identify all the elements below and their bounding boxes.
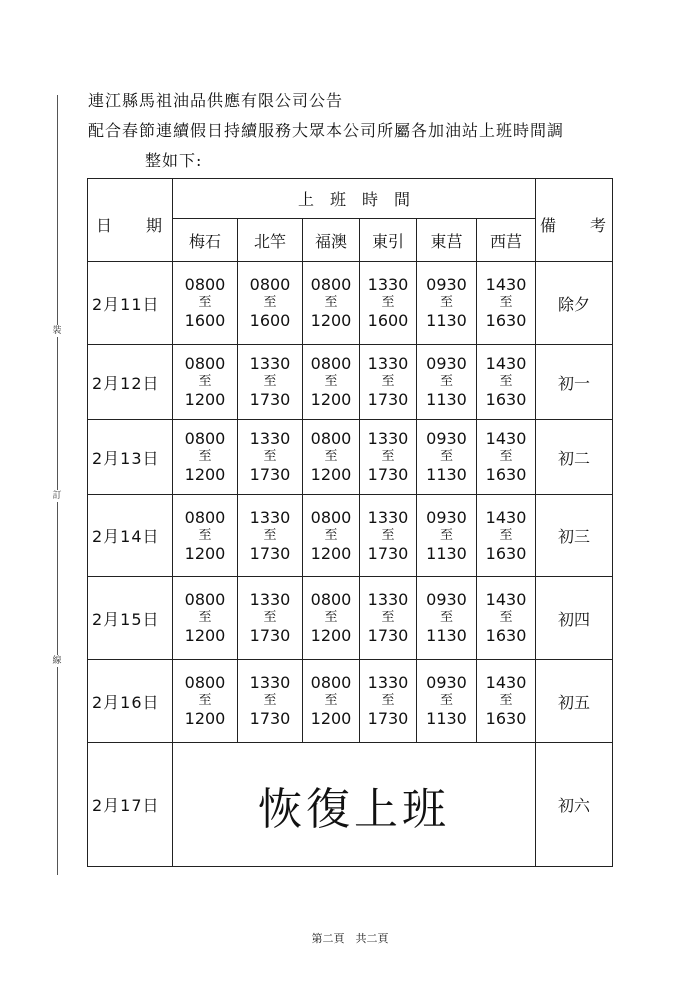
time-cell bbox=[238, 420, 303, 495]
end-time: 1130 bbox=[426, 543, 467, 563]
time-cell bbox=[417, 420, 477, 495]
to-char: 至 bbox=[499, 295, 513, 310]
start-time: 1330 bbox=[249, 429, 291, 448]
start-time: 1330 bbox=[367, 590, 409, 609]
to-char: 至 bbox=[198, 449, 212, 464]
start-time: 1430 bbox=[485, 590, 527, 609]
start-time: 0800 bbox=[310, 590, 352, 609]
time-cell bbox=[173, 345, 238, 420]
end-time: 1600 bbox=[184, 311, 226, 330]
schedule-body bbox=[88, 262, 613, 867]
schedule-row bbox=[88, 577, 613, 660]
end-time: 1600 bbox=[367, 311, 409, 330]
date-cell: 2月11日 bbox=[88, 262, 173, 345]
end-time: 1200 bbox=[184, 465, 226, 484]
start-time: 1430 bbox=[485, 507, 527, 527]
start-time: 1430 bbox=[485, 673, 527, 692]
time-cell bbox=[303, 660, 360, 743]
to-char: 至 bbox=[381, 449, 395, 464]
start-time: 0800 bbox=[184, 275, 226, 294]
binding-mark: 線 bbox=[52, 656, 62, 666]
time-cell bbox=[303, 420, 360, 495]
end-time: 1200 bbox=[184, 543, 226, 563]
end-time: 1200 bbox=[184, 626, 226, 645]
start-time: 1430 bbox=[485, 429, 527, 448]
to-char: 至 bbox=[263, 527, 277, 543]
to-char: 至 bbox=[499, 610, 513, 625]
time-cell bbox=[360, 262, 417, 345]
to-char: 至 bbox=[263, 295, 277, 310]
start-time: 0800 bbox=[249, 275, 291, 294]
start-time: 0800 bbox=[184, 673, 226, 692]
binding-mark: 裝 bbox=[52, 326, 62, 336]
to-char: 至 bbox=[439, 295, 453, 310]
schedule-row bbox=[88, 495, 613, 577]
end-time: 1730 bbox=[367, 465, 409, 484]
to-char: 至 bbox=[499, 449, 513, 464]
date-cell: 2月14日 bbox=[88, 495, 173, 577]
to-char: 至 bbox=[198, 374, 212, 389]
end-time: 1200 bbox=[184, 709, 226, 728]
end-time: 1600 bbox=[249, 311, 291, 330]
end-time: 1730 bbox=[249, 390, 291, 409]
to-char: 至 bbox=[263, 374, 277, 389]
end-time: 1200 bbox=[310, 543, 352, 563]
start-time: 1330 bbox=[367, 429, 409, 448]
time-cell bbox=[303, 262, 360, 345]
time-cell bbox=[360, 495, 417, 577]
end-time: 1730 bbox=[367, 626, 409, 645]
binding-mark: 訂 bbox=[52, 491, 62, 501]
time-cell bbox=[303, 345, 360, 420]
time-cell bbox=[360, 420, 417, 495]
start-time: 0800 bbox=[310, 429, 352, 448]
station-header: 梅石 bbox=[173, 219, 238, 262]
time-cell bbox=[477, 660, 536, 743]
binding-line bbox=[57, 95, 58, 875]
schedule-row bbox=[88, 345, 613, 420]
time-cell bbox=[417, 345, 477, 420]
to-char: 至 bbox=[439, 449, 453, 464]
time-cell bbox=[477, 345, 536, 420]
to-char: 至 bbox=[381, 527, 395, 543]
hours-header: 上 班 時 間 bbox=[173, 179, 536, 219]
date-header-char: 期 bbox=[145, 216, 162, 235]
time-cell bbox=[173, 420, 238, 495]
station-header: 西莒 bbox=[477, 219, 536, 262]
date-cell: 2月13日 bbox=[88, 420, 173, 495]
date-header-char: 日 bbox=[96, 216, 113, 235]
schedule-row bbox=[88, 660, 613, 743]
to-char: 至 bbox=[439, 374, 453, 389]
time-cell bbox=[477, 262, 536, 345]
time-cell bbox=[238, 345, 303, 420]
end-time: 1630 bbox=[485, 390, 527, 409]
start-time: 1330 bbox=[367, 354, 409, 373]
to-char: 至 bbox=[198, 610, 212, 625]
remarks-column-header bbox=[536, 179, 613, 262]
end-time: 1630 bbox=[485, 543, 527, 563]
end-time: 1130 bbox=[426, 626, 467, 645]
remark-cell: 初六 bbox=[536, 743, 613, 867]
end-time: 1730 bbox=[249, 626, 291, 645]
to-char: 至 bbox=[198, 295, 212, 310]
remark-cell: 初二 bbox=[536, 420, 613, 495]
start-time: 0800 bbox=[184, 429, 226, 448]
start-time: 0930 bbox=[426, 507, 467, 527]
remark-cell: 初一 bbox=[536, 345, 613, 420]
to-char: 至 bbox=[324, 610, 338, 625]
remark-cell: 初五 bbox=[536, 660, 613, 743]
remarks-header-char: 考 bbox=[590, 216, 607, 235]
station-header: 福澳 bbox=[303, 219, 360, 262]
start-time: 1430 bbox=[485, 275, 527, 294]
date-cell: 2月15日 bbox=[88, 577, 173, 660]
to-char: 至 bbox=[324, 693, 338, 708]
start-time: 0800 bbox=[310, 354, 352, 373]
start-time: 0930 bbox=[426, 590, 467, 609]
time-cell bbox=[417, 660, 477, 743]
time-cell bbox=[238, 577, 303, 660]
start-time: 1330 bbox=[249, 507, 291, 527]
end-time: 1730 bbox=[249, 543, 291, 563]
start-time: 0800 bbox=[184, 507, 226, 527]
time-cell bbox=[477, 495, 536, 577]
end-time: 1200 bbox=[310, 390, 352, 409]
to-char: 至 bbox=[381, 693, 395, 708]
remark-cell: 除夕 bbox=[536, 262, 613, 345]
start-time: 0930 bbox=[426, 354, 467, 373]
to-char: 至 bbox=[324, 295, 338, 310]
start-time: 1430 bbox=[485, 354, 527, 373]
to-char: 至 bbox=[263, 693, 277, 708]
start-time: 1330 bbox=[367, 507, 409, 527]
end-time: 1730 bbox=[367, 390, 409, 409]
end-time: 1630 bbox=[485, 626, 527, 645]
start-time: 0800 bbox=[310, 673, 352, 692]
to-char: 至 bbox=[381, 610, 395, 625]
time-cell bbox=[417, 495, 477, 577]
to-char: 至 bbox=[439, 527, 453, 543]
time-cell bbox=[173, 660, 238, 743]
to-char: 至 bbox=[324, 527, 338, 543]
time-cell bbox=[417, 577, 477, 660]
time-cell bbox=[360, 345, 417, 420]
start-time: 0800 bbox=[310, 507, 352, 527]
end-time: 1730 bbox=[249, 709, 291, 728]
start-time: 1330 bbox=[249, 673, 291, 692]
time-cell bbox=[477, 577, 536, 660]
time-cell bbox=[173, 495, 238, 577]
time-cell bbox=[477, 420, 536, 495]
schedule-table bbox=[87, 178, 613, 867]
end-time: 1630 bbox=[485, 465, 527, 484]
start-time: 1330 bbox=[249, 354, 291, 373]
end-time: 1200 bbox=[310, 465, 352, 484]
time-cell bbox=[238, 262, 303, 345]
end-time: 1730 bbox=[367, 709, 409, 728]
station-header: 北竿 bbox=[238, 219, 303, 262]
end-time: 1200 bbox=[310, 311, 352, 330]
remark-cell: 初三 bbox=[536, 495, 613, 577]
to-char: 至 bbox=[499, 374, 513, 389]
to-char: 至 bbox=[381, 374, 395, 389]
start-time: 0800 bbox=[184, 590, 226, 609]
date-cell: 2月12日 bbox=[88, 345, 173, 420]
end-time: 1130 bbox=[426, 465, 467, 484]
date-cell: 2月16日 bbox=[88, 660, 173, 743]
schedule-row-resume bbox=[88, 743, 613, 867]
start-time: 0930 bbox=[426, 275, 467, 294]
to-char: 至 bbox=[381, 295, 395, 310]
start-time: 0930 bbox=[426, 429, 467, 448]
end-time: 1200 bbox=[310, 626, 352, 645]
end-time: 1130 bbox=[426, 390, 467, 409]
end-time: 1200 bbox=[184, 390, 226, 409]
notice-subtitle-line1: 配合春節連續假日持續服務大眾本公司所屬各加油站上班時間調 bbox=[88, 121, 565, 140]
to-char: 至 bbox=[439, 610, 453, 625]
resume-work-text: 恢復上班 bbox=[173, 743, 536, 867]
time-cell bbox=[303, 495, 360, 577]
to-char: 至 bbox=[499, 693, 513, 708]
time-cell bbox=[173, 262, 238, 345]
station-header: 東莒 bbox=[417, 219, 477, 262]
start-time: 0800 bbox=[310, 275, 352, 294]
time-cell bbox=[238, 495, 303, 577]
end-time: 1200 bbox=[310, 709, 352, 728]
to-char: 至 bbox=[324, 374, 338, 389]
notice-title: 連江縣馬祖油品供應有限公司公告 bbox=[88, 91, 344, 110]
time-cell bbox=[360, 660, 417, 743]
to-char: 至 bbox=[499, 527, 513, 543]
time-cell bbox=[238, 660, 303, 743]
station-header: 東引 bbox=[360, 219, 417, 262]
schedule-row bbox=[88, 420, 613, 495]
end-time: 1630 bbox=[485, 311, 527, 330]
date-column-header bbox=[88, 179, 173, 262]
notice-subtitle-line2: 整如下: bbox=[145, 151, 203, 170]
to-char: 至 bbox=[263, 449, 277, 464]
end-time: 1130 bbox=[426, 709, 467, 728]
to-char: 至 bbox=[198, 527, 212, 543]
to-char: 至 bbox=[263, 610, 277, 625]
time-cell bbox=[360, 577, 417, 660]
start-time: 1330 bbox=[367, 673, 409, 692]
time-cell bbox=[303, 577, 360, 660]
to-char: 至 bbox=[439, 693, 453, 708]
to-char: 至 bbox=[324, 449, 338, 464]
date-cell: 2月17日 bbox=[88, 743, 173, 867]
schedule-row bbox=[88, 262, 613, 345]
end-time: 1130 bbox=[426, 311, 467, 330]
end-time: 1730 bbox=[367, 543, 409, 563]
time-cell bbox=[417, 262, 477, 345]
remarks-header-char: 備 bbox=[540, 216, 557, 235]
time-cell bbox=[173, 577, 238, 660]
start-time: 0930 bbox=[426, 673, 467, 692]
to-char: 至 bbox=[198, 693, 212, 708]
start-time: 1330 bbox=[367, 275, 409, 294]
end-time: 1730 bbox=[249, 465, 291, 484]
remark-cell: 初四 bbox=[536, 577, 613, 660]
end-time: 1630 bbox=[485, 709, 527, 728]
page-footer: 第二頁 共二頁 bbox=[311, 932, 389, 945]
start-time: 0800 bbox=[184, 354, 226, 373]
start-time: 1330 bbox=[249, 590, 291, 609]
